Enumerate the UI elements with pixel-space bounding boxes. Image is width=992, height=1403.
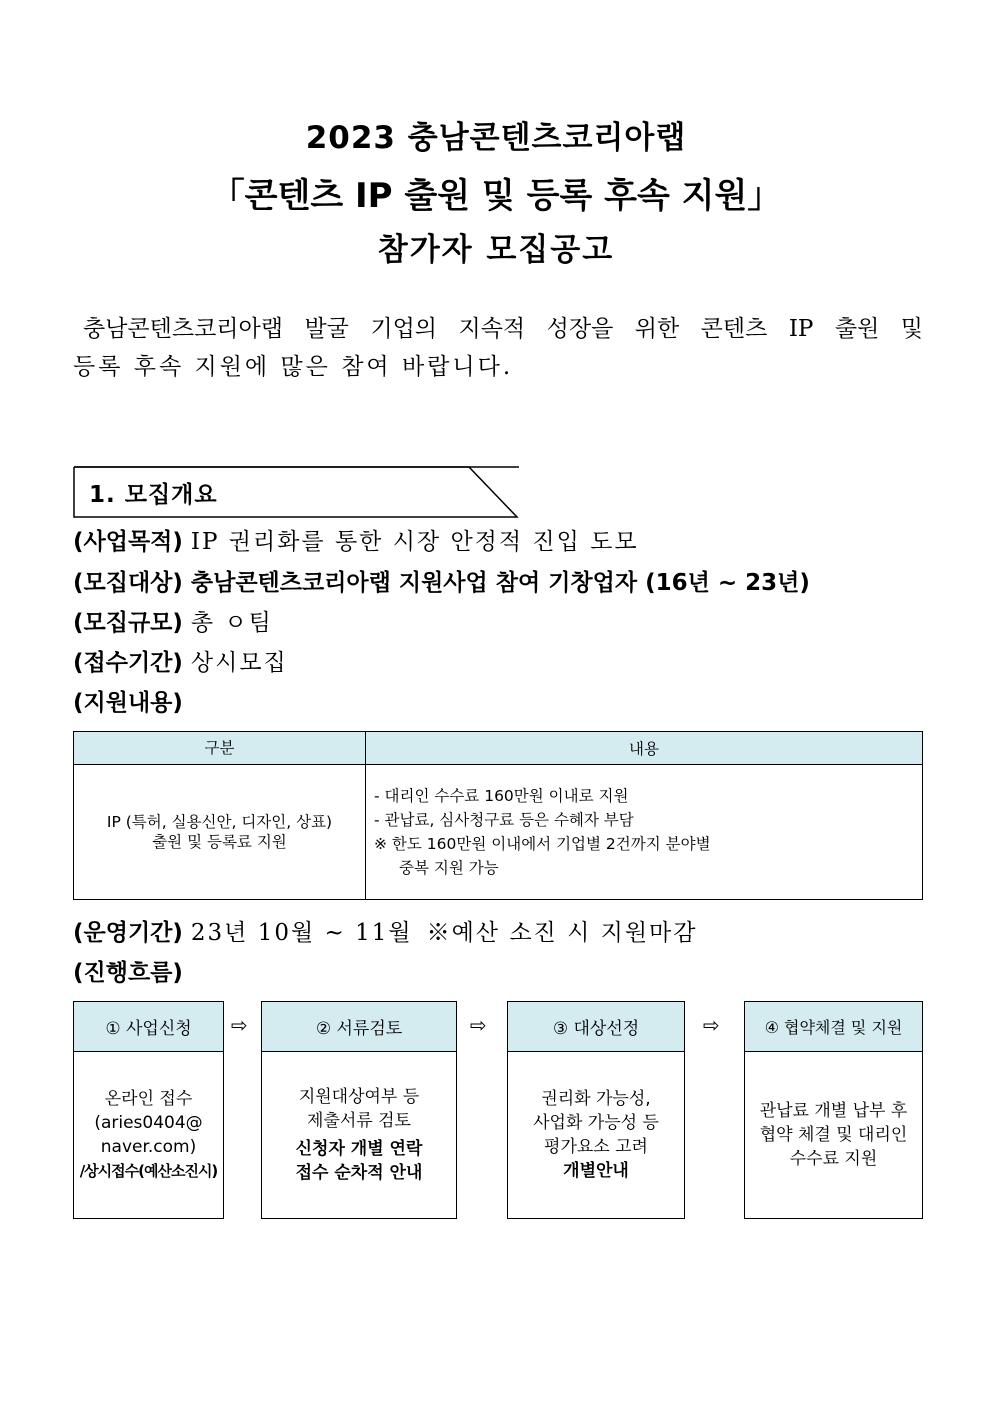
purpose-value: IP 권리화를 통한 시장 안정적 진입 도모 (190, 529, 639, 555)
flow-step-4-line-3: 수수료 지원 (789, 1149, 878, 1169)
flow-step-4-title: ④ 협약체결 및 지원 (745, 1002, 922, 1052)
intro-line-2: 등록 후속 지원에 많은 참여 바랍니다. (73, 354, 514, 380)
category-line-1: IP (특허, 실용신안, 디자인, 상표) (106, 813, 333, 831)
category-line-2: 출원 및 등록료 지원 (152, 833, 287, 851)
purpose-label: (사업목적) (73, 529, 183, 555)
table-cell-content (366, 765, 923, 900)
target-value: 충남콘텐츠코리아랩 지원사업 참여 기창업자 (16년 ~ 23년) (190, 570, 810, 596)
flow-step-4-line-1: 관납료 개별 납부 후 (759, 1101, 908, 1121)
table-header-category: 구분 (74, 732, 366, 765)
row-period (73, 644, 288, 680)
table-row (74, 765, 923, 900)
section-heading: 1. 모집개요 (89, 482, 218, 508)
flow-step-4-line-2: 협약 체결 및 대리인 (759, 1125, 908, 1145)
support-table (73, 731, 923, 900)
title-line-3: 참가자 모집공고 (377, 232, 615, 268)
title-line-2: 「콘텐츠 IP 출원 및 등록 후속 지원」 (210, 176, 782, 216)
period-value: 상시모집 (190, 650, 288, 676)
flow-step-2-line-1: 지원대상여부 등 (298, 1087, 420, 1107)
flow-step-2-body (262, 1052, 456, 1218)
row-target (73, 564, 810, 600)
flow-step-1-body (74, 1052, 223, 1218)
content-line-1: - 대리인 수수료 160만원 이내로 지원 (374, 787, 629, 805)
content-line-3: ※ 한도 160만원 이내에서 기업별 2건까지 분야별 (374, 835, 711, 853)
row-flow (73, 954, 183, 990)
operation-note: ※예산 소진 시 지원마감 (426, 920, 698, 946)
flow-step-3-bold-1: 개별안내 (563, 1161, 629, 1181)
scale-label: (모집규모) (73, 610, 183, 636)
flow-arrow-icon: ⇨ (470, 1013, 487, 1037)
table-cell-category (74, 765, 366, 900)
flow-arrow-icon: ⇨ (231, 1013, 248, 1037)
content-line-4: 중복 지원 가능 (399, 859, 499, 877)
flow-step-3 (507, 1001, 685, 1219)
section-heading-box (73, 466, 518, 518)
flow-step-1-line-3: naver.com) (100, 1137, 197, 1157)
flow-step-3-line-3: 평가요소 고려 (544, 1137, 648, 1157)
content-line-2: - 관납료, 심사청구료 등은 수혜자 부담 (374, 811, 634, 829)
table-header-row (74, 732, 923, 765)
row-scale (73, 604, 273, 640)
flow-step-3-line-2: 사업화 가능성 등 (533, 1113, 659, 1133)
row-support (73, 684, 183, 720)
scale-value: 총 ㅇ팀 (190, 610, 273, 636)
flow-label: (진행흐름) (73, 960, 183, 986)
period-label: (접수기간) (73, 650, 183, 676)
row-operation (73, 914, 697, 950)
operation-label: (운영기간) (73, 920, 183, 946)
title-line-1: 2023 충남콘텐츠코리아랩 (305, 120, 687, 156)
flow-step-1-line-1: 온라인 접수 (104, 1089, 193, 1109)
flow-step-2-line-2: 제출서류 검토 (307, 1111, 411, 1131)
flow-step-4-body (745, 1052, 922, 1218)
support-label: (지원내용) (73, 690, 183, 716)
flow-step-3-body (508, 1052, 684, 1218)
flow-step-2-bold-1: 신청자 개별 연락 (295, 1139, 423, 1159)
flow-step-2-title: ② 서류검토 (262, 1002, 456, 1052)
intro-line-1: 충남콘텐츠코리아랩 발굴 기업의 지속적 성장을 위한 콘텐츠 IP 출원 및 (83, 316, 923, 342)
row-purpose (73, 523, 639, 559)
flow-step-3-line-1: 권리화 가능성, (541, 1089, 651, 1109)
flow-step-1-title: ① 사업신청 (74, 1002, 223, 1052)
flow-step-1 (73, 1001, 224, 1219)
flow-step-2-bold-2: 접수 순차적 안내 (295, 1163, 423, 1183)
flow-arrow-icon: ⇨ (703, 1013, 720, 1037)
flow-step-1-line-2: (aries0404@ (94, 1113, 203, 1133)
table-header-content: 내용 (366, 732, 923, 765)
target-label: (모집대상) (73, 570, 183, 596)
flow-step-4 (744, 1001, 923, 1219)
flow-step-2 (261, 1001, 457, 1219)
flow-step-3-title: ③ 대상선정 (508, 1002, 684, 1052)
flow-step-1-bold-1: /상시접수(예산소진시) (79, 1162, 218, 1180)
operation-value: 23년 10월 ~ 11월 (190, 920, 413, 946)
